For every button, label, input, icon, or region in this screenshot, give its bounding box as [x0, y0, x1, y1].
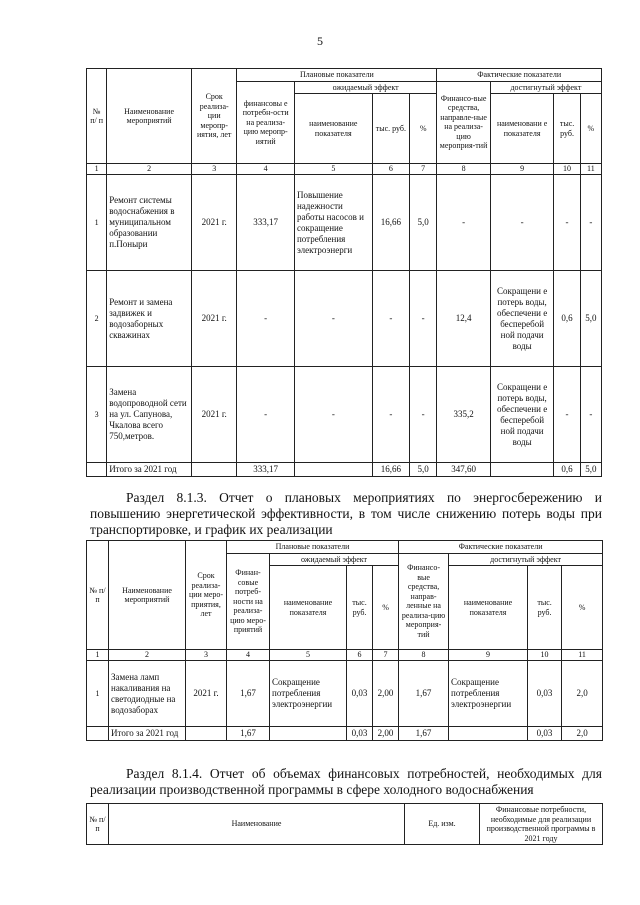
row-fin: - [237, 271, 295, 367]
row-indicator-2: Сокращени е потерь воды, обеспечени е бесперебой ной подачи воды [490, 367, 554, 463]
col-number: 9 [449, 650, 528, 661]
header-fin: Финансовые потребности, необходимые для реализации производственной программы в 2021 году [480, 804, 603, 845]
row-fin-fact: 1,67 [399, 661, 449, 727]
row-name: Ремонт системы водоснабжения в муниципальном образовании п.Поныри [107, 175, 192, 271]
row-indicator-2: Сокращение потребления электроэнергии [449, 661, 528, 727]
total-trub-2: 0,03 [528, 727, 562, 741]
col-number: 11 [562, 650, 603, 661]
row-indicator-2: Сокращени е потерь воды, обеспечени е бесперебой ной подачи воды [490, 271, 554, 367]
col-number: 8 [437, 164, 491, 175]
header-unit: Ед. изм. [405, 804, 480, 845]
header-indicator-2: наименовани е показателя [490, 94, 554, 164]
row-trub: - [372, 271, 409, 367]
row-name: Замена ламп накаливания на светодиодные на водозаборах [109, 661, 186, 727]
header-trub: тыс. руб. [372, 94, 409, 164]
row-name: Ремонт и замена задвижек и водозаборных скважинах [107, 271, 192, 367]
section-8-1-4-text: Раздел 8.1.4. Отчет об объемах финансовых потребностей, необходимых для реализации производственной программы в сфере холодного водоснабжения [90, 766, 602, 797]
row-pct-2: 5,0 [580, 271, 601, 367]
header-term: Срок реализа-ции меро-приятия, лет [186, 541, 227, 650]
row-pct: 2,00 [373, 661, 399, 727]
col-number: 4 [227, 650, 270, 661]
row-indicator-2: - [490, 175, 554, 271]
col-number: 2 [107, 164, 192, 175]
col-number: 6 [347, 650, 373, 661]
col-number: 11 [580, 164, 601, 175]
row-trub-2: 0,03 [528, 661, 562, 727]
total-label: Итого за 2021 год [109, 727, 186, 741]
col-number: 3 [191, 164, 236, 175]
row-fin: 1,67 [227, 661, 270, 727]
header-term: Срок реализа-ции меропр-иятия, лет [191, 69, 236, 164]
header-name: Наименование мероприятий [109, 541, 186, 650]
col-number: 4 [237, 164, 295, 175]
header-num: № п/п [87, 804, 109, 845]
header-expected: ожидаемый эффект [294, 81, 436, 94]
row-indicator: - [294, 271, 372, 367]
row-trub-2: 0,6 [554, 271, 580, 367]
header-plan: Плановые показатели [227, 541, 399, 554]
header-pct-2: % [580, 94, 601, 164]
total-empty [87, 727, 109, 741]
row-num: 1 [87, 175, 107, 271]
table-energy-saving-8-1-3 [86, 540, 603, 741]
row-trub: 16,66 [372, 175, 409, 271]
total-empty [186, 727, 227, 741]
total-pct: 2,00 [373, 727, 399, 741]
table-total-row [87, 727, 603, 741]
total-empty [191, 463, 236, 477]
row-trub-2: - [554, 175, 580, 271]
header-fin-fact: Финансо-вые средства, направле-ные на реализа-цию мероприя-тий [437, 81, 491, 164]
table-row [87, 661, 603, 727]
row-num: 2 [87, 271, 107, 367]
row-pct-2: 2,0 [562, 661, 603, 727]
col-number: 1 [87, 650, 109, 661]
row-pct-2: - [580, 367, 601, 463]
table-total-row [87, 463, 602, 477]
col-number: 1 [87, 164, 107, 175]
section-8-1-3-text: Раздел 8.1.3. Отчет о плановых мероприятиях по энергосбережению и повышению энергетической эффективности, в том числе снижению потерь воды при транспортировке, и график их реализации [90, 490, 602, 537]
header-num: № п/ п [87, 69, 107, 164]
row-indicator: Повышение надежности работы насосов и сокращение потребления электроэнерги [294, 175, 372, 271]
total-fin-fact: 347,60 [437, 463, 491, 477]
header-pct: % [410, 94, 437, 164]
col-number: 10 [528, 650, 562, 661]
row-trub: 0,03 [347, 661, 373, 727]
col-number: 5 [270, 650, 347, 661]
row-trub: - [372, 367, 409, 463]
total-label: Итого за 2021 год [107, 463, 192, 477]
total-fin: 333,17 [237, 463, 295, 477]
total-pct: 5,0 [410, 463, 437, 477]
header-achieved: достигнутый эффект [449, 553, 603, 566]
total-empty [449, 727, 528, 741]
total-trub: 0,03 [347, 727, 373, 741]
header-trub-2: тыс. руб. [554, 94, 580, 164]
col-number: 7 [410, 164, 437, 175]
total-empty [294, 463, 372, 477]
header-fact: Фактические показатели [399, 541, 603, 554]
table-row [87, 175, 602, 271]
header-fin: финансовы е потребн-ости на реализа-цию меропр-иятий [237, 81, 295, 164]
col-number: 6 [372, 164, 409, 175]
row-fin: 333,17 [237, 175, 295, 271]
table-row [87, 271, 602, 367]
header-expected: ожидаемый эффект [270, 553, 399, 566]
header-trub: тыс. руб. [347, 566, 373, 650]
total-empty [87, 463, 107, 477]
col-number: 5 [294, 164, 372, 175]
header-fin: Финан-совые потреб-ности на реализа-цию меро-приятий [227, 553, 270, 650]
total-pct-2: 5,0 [580, 463, 601, 477]
row-pct: - [410, 271, 437, 367]
total-trub-2: 0,6 [554, 463, 580, 477]
header-indicator: наименование показателя [294, 94, 372, 164]
header-num: № п/п [87, 541, 109, 650]
row-pct: - [410, 367, 437, 463]
row-fin-fact: 335,2 [437, 367, 491, 463]
col-number: 7 [373, 650, 399, 661]
row-pct: 5,0 [410, 175, 437, 271]
row-pct-2: - [580, 175, 601, 271]
header-indicator-2: наименование показателя [449, 566, 528, 650]
row-num: 1 [87, 661, 109, 727]
header-achieved: достигнутый эффект [490, 81, 601, 94]
row-indicator: Сокращение потребления электроэнергии [270, 661, 347, 727]
table-financial-needs-8-1-4 [86, 803, 603, 845]
col-number: 9 [490, 164, 554, 175]
col-number: 2 [109, 650, 186, 661]
row-term: 2021 г. [191, 175, 236, 271]
header-fact: Фактические показатели [437, 69, 602, 82]
row-term: 2021 г. [191, 271, 236, 367]
table-energy-measures-8-1-2 [86, 68, 602, 477]
row-fin: - [237, 367, 295, 463]
row-num: 3 [87, 367, 107, 463]
header-name: Наименование [109, 804, 405, 845]
total-fin-fact: 1,67 [399, 727, 449, 741]
header-fin-fact: Финансо-вые средства, направ-ленные на реализа-цию мероприя-тий [399, 553, 449, 650]
section-8-1-3-heading [90, 490, 602, 538]
header-plan: Плановые показатели [237, 69, 437, 82]
table-row [87, 367, 602, 463]
header-pct-2: % [562, 566, 603, 650]
page-number: 5 [317, 34, 323, 48]
total-trub: 16,66 [372, 463, 409, 477]
section-8-1-4-heading [90, 766, 602, 798]
header-trub-2: тыс. руб. [528, 566, 562, 650]
total-empty [490, 463, 554, 477]
row-trub-2: - [554, 367, 580, 463]
row-term: 2021 г. [186, 661, 227, 727]
row-name: Замена водопроводной сети на ул. Сапунова, Чкалова всего 750,метров. [107, 367, 192, 463]
header-pct: % [373, 566, 399, 650]
header-name: Наименование мероприятий [107, 69, 192, 164]
total-pct-2: 2,0 [562, 727, 603, 741]
col-number: 3 [186, 650, 227, 661]
total-empty [270, 727, 347, 741]
row-fin-fact: - [437, 175, 491, 271]
row-fin-fact: 12,4 [437, 271, 491, 367]
col-number: 8 [399, 650, 449, 661]
header-indicator: наименование показателя [270, 566, 347, 650]
row-indicator: - [294, 367, 372, 463]
col-number: 10 [554, 164, 580, 175]
row-term: 2021 г. [191, 367, 236, 463]
total-fin: 1,67 [227, 727, 270, 741]
